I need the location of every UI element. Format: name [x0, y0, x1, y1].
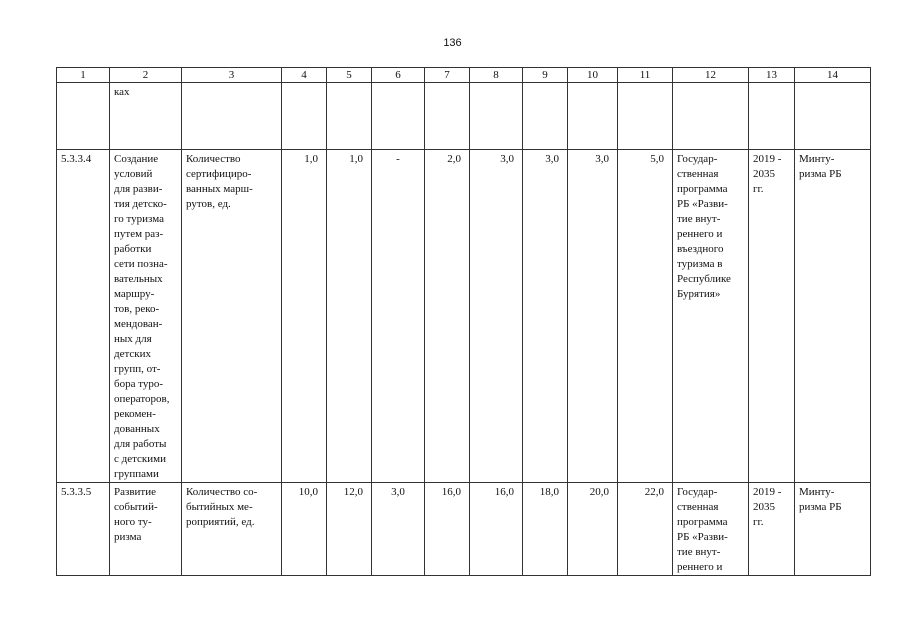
row-value-5: 12,0 [327, 483, 372, 576]
cell-line: групп, от- [114, 363, 161, 375]
cell-line: реннего и [677, 228, 723, 240]
cont-cell-9 [523, 83, 568, 150]
row-value-4: 1,0 [282, 150, 327, 483]
cell-line: РБ «Разви- [677, 198, 728, 210]
row-value-6: 3,0 [372, 483, 425, 576]
cont-cell-13 [749, 83, 795, 150]
cell-line: путем раз- [114, 228, 164, 240]
cell-line: условий [114, 168, 153, 180]
row-code: 5.3.3.4 [57, 150, 110, 483]
cell-line: сети позна- [114, 258, 168, 270]
column-header-9: 9 [523, 68, 568, 83]
table-row [57, 150, 871, 483]
cell-line: программа [677, 183, 728, 195]
cell-line: для разви- [114, 183, 163, 195]
cell-line: ризма [114, 531, 142, 543]
cell-line: гг. [753, 516, 764, 528]
cell-line: с детскими [114, 453, 167, 465]
column-header-5: 5 [327, 68, 372, 83]
cell-line: ванных марш- [186, 183, 253, 195]
cell-line: Развитие [114, 486, 157, 498]
row-period [749, 150, 795, 483]
cell-line: сертифициро- [186, 168, 252, 180]
table-row [57, 483, 871, 576]
row-value-11: 5,0 [618, 150, 673, 483]
cell-line: бытийных ме- [186, 501, 253, 513]
cell-line: маршру- [114, 288, 155, 300]
cell-line: Количество со- [186, 486, 258, 498]
cont-cell-5 [327, 83, 372, 150]
column-header-4: 4 [282, 68, 327, 83]
cell-line: событий- [114, 501, 158, 513]
cell-line: рекомен- [114, 408, 156, 420]
column-header-3: 3 [182, 68, 282, 83]
cont-cell-measure [110, 83, 182, 150]
cell-line: вательных [114, 273, 163, 285]
header-row [57, 68, 871, 83]
column-header-10: 10 [568, 68, 618, 83]
document-table [56, 67, 871, 576]
cell-line: мендован- [114, 318, 163, 330]
row-program [673, 483, 749, 576]
row-indicator [182, 483, 282, 576]
column-header-14: 14 [795, 68, 871, 83]
cell-line: детских [114, 348, 152, 360]
cont-cell-6 [372, 83, 425, 150]
cont-cell-11 [618, 83, 673, 150]
row-value-8: 3,0 [470, 150, 523, 483]
row-program [673, 150, 749, 483]
row-period [749, 483, 795, 576]
cell-line: Бурятия» [677, 288, 721, 300]
row-indicator [182, 150, 282, 483]
cont-cell-10 [568, 83, 618, 150]
row-executor [795, 150, 871, 483]
cell-line: реннего и [677, 561, 723, 573]
cell-line: ных для [114, 333, 152, 345]
cell-line: ственная [677, 168, 719, 180]
cont-cell-1 [57, 83, 110, 150]
row-value-6: - [372, 150, 425, 483]
cell-line: Государ- [677, 153, 718, 165]
cell-line: группами [114, 468, 159, 480]
cont-cell-8 [470, 83, 523, 150]
cell-line: ного ту- [114, 516, 152, 528]
row-value-7: 16,0 [425, 483, 470, 576]
row-executor [795, 483, 871, 576]
page-number: 136 [443, 37, 462, 49]
cell-line: ризма РБ [799, 168, 842, 180]
cell-line: го туризма [114, 213, 164, 225]
cell-line: 2019 - [753, 153, 782, 165]
cell-line: Количество [186, 153, 241, 165]
cont-cell-7 [425, 83, 470, 150]
cell-line: Минту- [799, 486, 835, 498]
column-header-2: 2 [110, 68, 182, 83]
cell-line: Создание [114, 153, 159, 165]
cell-line: въездного [677, 243, 724, 255]
cell-line: РБ «Разви- [677, 531, 728, 543]
column-header-11: 11 [618, 68, 673, 83]
row-value-9: 18,0 [523, 483, 568, 576]
column-header-13: 13 [749, 68, 795, 83]
cell-line: ках [114, 86, 130, 98]
row-value-8: 16,0 [470, 483, 523, 576]
cell-line: Государ- [677, 486, 718, 498]
cell-line: гг. [753, 183, 764, 195]
column-header-6: 6 [372, 68, 425, 83]
cell-line: работки [114, 243, 152, 255]
cell-line: тие внут- [677, 546, 721, 558]
row-value-5: 1,0 [327, 150, 372, 483]
cell-line: рутов, ед. [186, 198, 231, 210]
cell-line: для работы [114, 438, 167, 450]
cell-line: тие внут- [677, 213, 721, 225]
cell-line: бора туро- [114, 378, 164, 390]
row-code: 5.3.3.5 [57, 483, 110, 576]
cell-line: ризма РБ [799, 501, 842, 513]
cell-line: Республике [677, 273, 731, 285]
cell-line: программа [677, 516, 728, 528]
column-header-8: 8 [470, 68, 523, 83]
cell-line: операторов, [114, 393, 170, 405]
cont-cell-14 [795, 83, 871, 150]
column-header-7: 7 [425, 68, 470, 83]
cell-line: 2019 - [753, 486, 782, 498]
cell-line: тия детско- [114, 198, 167, 210]
column-header-12: 12 [673, 68, 749, 83]
column-header-1: 1 [57, 68, 110, 83]
cont-cell-3 [182, 83, 282, 150]
row-value-4: 10,0 [282, 483, 327, 576]
continuation-row [57, 83, 871, 150]
cell-line: ственная [677, 501, 719, 513]
cell-line: дованных [114, 423, 160, 435]
cont-cell-4 [282, 83, 327, 150]
cell-line: тов, реко- [114, 303, 160, 315]
row-value-10: 20,0 [568, 483, 618, 576]
row-value-11: 22,0 [618, 483, 673, 576]
cell-line: 2035 [753, 501, 775, 513]
cell-line: 2035 [753, 168, 775, 180]
row-measure [110, 150, 182, 483]
row-measure [110, 483, 182, 576]
row-value-10: 3,0 [568, 150, 618, 483]
cell-line: Минту- [799, 153, 835, 165]
row-value-7: 2,0 [425, 150, 470, 483]
cell-line: роприятий, ед. [186, 516, 255, 528]
row-value-9: 3,0 [523, 150, 568, 483]
cell-line: туризма в [677, 258, 723, 270]
cont-cell-12 [673, 83, 749, 150]
